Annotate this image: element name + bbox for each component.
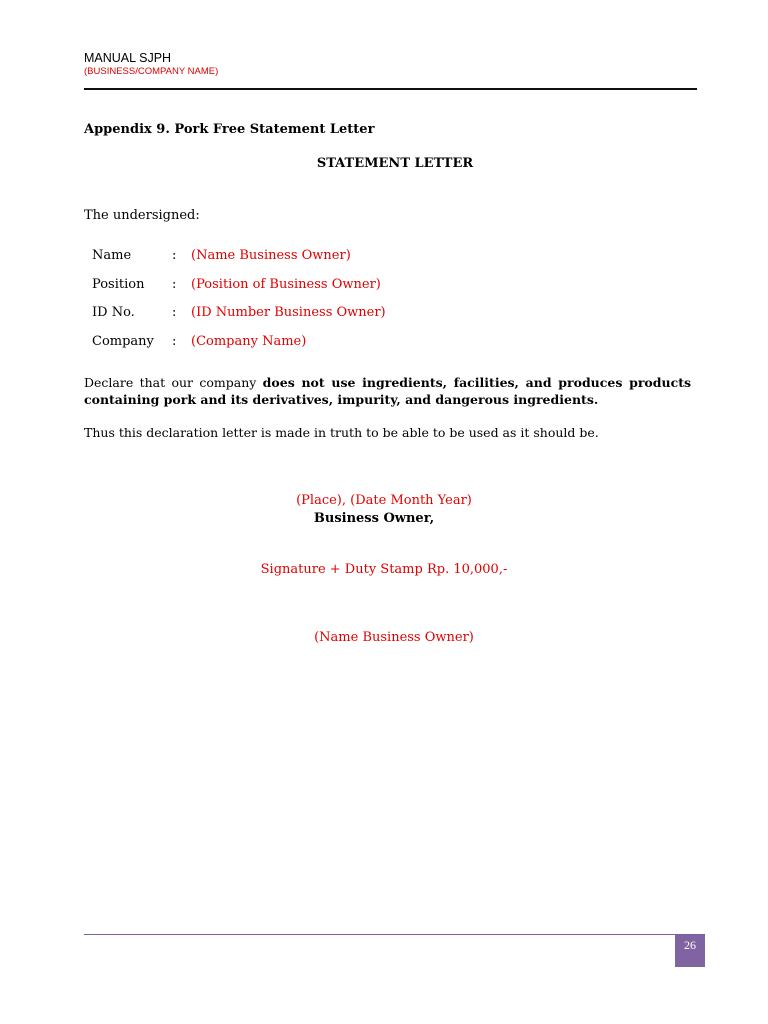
field-value: (Position of Business Owner) (191, 277, 381, 292)
footer-divider (84, 934, 705, 935)
field-label: Position (92, 277, 145, 292)
owner-name-placeholder: (Name Business Owner) (314, 630, 474, 645)
signature-placeholder: Signature + Duty Stamp Rp. 10,000,- (260, 562, 508, 577)
field-label: ID No. (92, 305, 135, 320)
header-subtitle: (BUSINESS/COMPANY NAME) (84, 66, 219, 77)
header-title: MANUAL SJPH (84, 51, 172, 65)
header-divider (84, 88, 697, 90)
undersigned-text: The undersigned: (84, 208, 200, 223)
field-colon: : (172, 305, 177, 320)
field-colon: : (172, 248, 177, 263)
place-date: (Place), (Date Month Year) (296, 493, 472, 508)
statement-title: STATEMENT LETTER (316, 156, 474, 171)
closing-paragraph: Thus this declaration letter is made in truth to be able to be used as it should be. (84, 425, 599, 440)
declaration-prefix: Declare that our company (84, 375, 263, 390)
business-owner-label: Business Owner, (313, 511, 435, 526)
field-colon: : (172, 334, 177, 349)
field-value: (Name Business Owner) (191, 248, 351, 263)
appendix-title: Appendix 9. Pork Free Statement Letter (84, 122, 375, 137)
field-label: Name (92, 248, 132, 263)
field-colon: : (172, 277, 177, 292)
field-value: (ID Number Business Owner) (191, 305, 386, 320)
field-value: (Company Name) (191, 334, 307, 349)
declaration-paragraph (84, 374, 691, 408)
declaration-bold: does not use ingredients, facilities, and produces products containing pork and its derivatives, impurity, and dangerous ingredients. (84, 375, 692, 407)
page-number-badge: 26 (675, 935, 705, 967)
field-label: Company (92, 334, 154, 349)
